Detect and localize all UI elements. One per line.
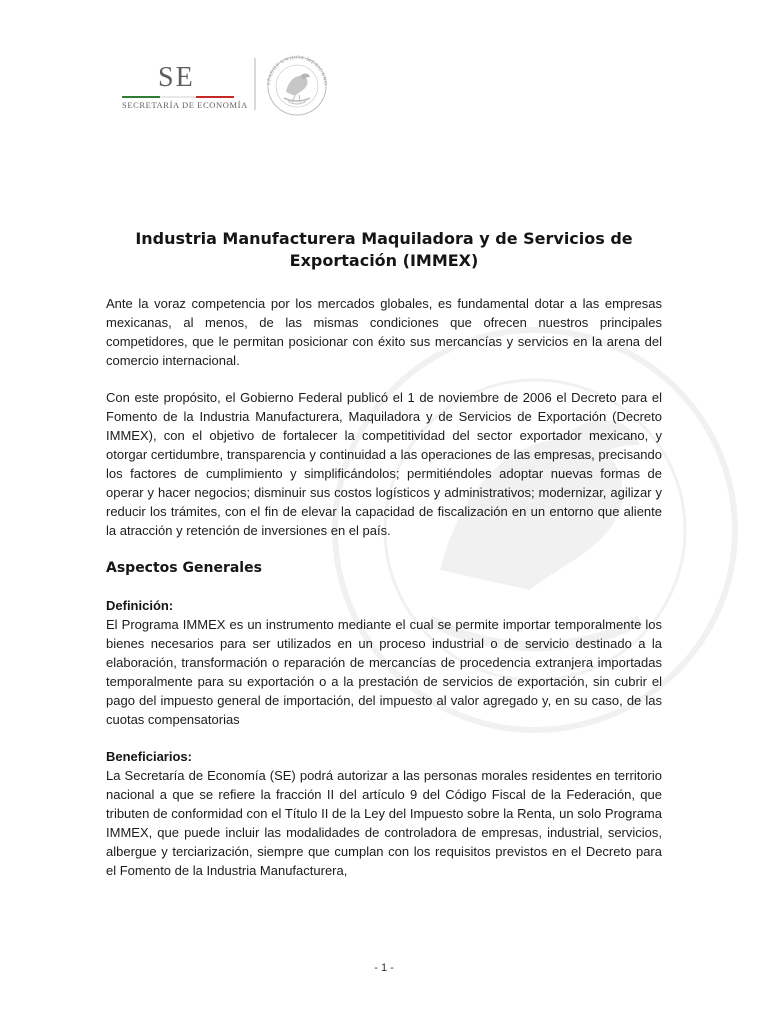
- rule-red: [196, 96, 234, 98]
- definition-heading: Definición:: [106, 598, 174, 613]
- decree-paragraph: Con este propósito, el Gobierno Federal publicó el 1 de noviembre de 2006 el Decreto para el Fomento de la Industria Manufacturera, Maquiladora y de Servicios de Exportación (Decreto IMMEX), con el objetivo de fortalecer la competitividad del sector exportador mexicano, y otorgar certidumbre, transparencia y continuidad a las operaciones de las empresas, precisando los factores de cumplimiento y simplificándolos; permitiéndoles adoptar nuevas formas de operar y hacer negocios; disminuir sus costos logísticos y administrativos; modernizar, agilizar y reducir los trámites, con el fin de elevar la capacidad de fiscalización en un entorno que aliente la atracción y retención de inversiones en el país.: [106, 390, 662, 538]
- page-number: - 1 -: [374, 962, 394, 974]
- logo-divider: [254, 58, 256, 110]
- rule-white: [160, 96, 196, 98]
- rule-green: [122, 96, 160, 98]
- intro-paragraph: Ante la voraz competencia por los mercados globales, es fundamental dotar a las empresas mexicanas, al menos, de las mismas condiciones que ofrecen nuestros principales competidores, que le permitan posicionar con éxito sus mercancías y servicios en la arena del comercio internacional.: [106, 296, 662, 368]
- seal-text: STADOS UNIDOS MEXICANO: [265, 54, 329, 86]
- beneficiaries-paragraph: La Secretaría de Economía (SE) podrá autorizar a las personas morales residentes en territorio nacional a que se refiere la fracción II del artículo 9 del Código Fiscal de la Federación, que tributen de conformidad con el Título II de la Ley del Impuesto sobre la Renta, un solo Programa IMMEX, que puede incluir las modalidades de controladora de empresas, industrial, servicios, albergue y terciarización, siempre que cumplan con los requisitos previstos en el Decreto para el Fomento de la Industria Manufacturera,: [106, 768, 662, 878]
- logo-se-text: SE: [158, 62, 195, 93]
- section-heading-aspectos-generales: Aspectos Generales: [106, 560, 262, 576]
- document-title: Industria Manufacturera Maquiladora y de Servicios de Exportación (IMMEX): [135, 229, 633, 270]
- logo-tricolor-rule: [122, 96, 234, 98]
- mexican-coat-of-arms-seal-icon: [262, 52, 332, 118]
- beneficiaries-heading: Beneficiarios:: [106, 749, 192, 764]
- definition-paragraph: El Programa IMMEX es un instrumento mediante el cual se permite importar temporalmente los bienes necesarios para ser utilizados en un proceso industrial o de servicio destinado a la elaboración, transformación o reparación de mercancías de procedencia extranjera importadas temporalmente para su exportación o a la prestación de servicios de exportación, sin cubrir el pago del impuesto general de importación, del impuesto al valor agregado y, en su caso, de las cuotas compensatorias: [106, 617, 662, 727]
- document-body: [106, 228, 662, 898]
- secretaria-economia-logo: [118, 62, 248, 122]
- logo-subtitle: SECRETARÍA DE ECONOMÍA: [122, 100, 248, 110]
